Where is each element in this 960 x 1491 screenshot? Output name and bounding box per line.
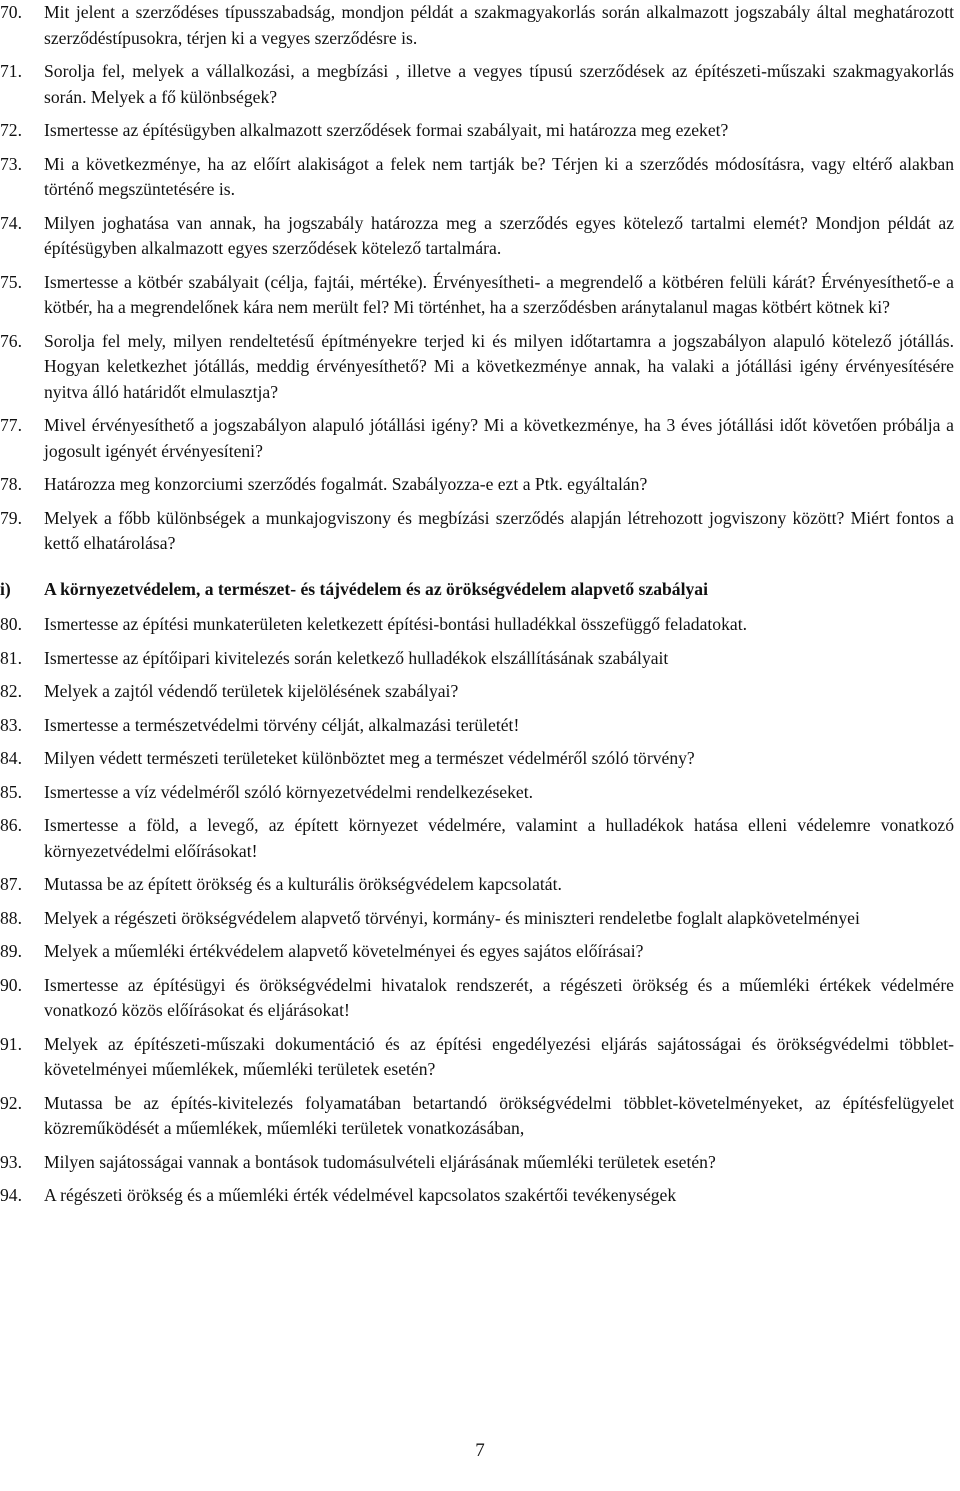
- question-item: [0, 59, 960, 110]
- question-text: Mivel érvényesíthető a jogszabályon alapuló jótállási igény? Mi a következménye, ha 3 éves jótállási időt követően próbálja a jogosult igényét érvényesíteni?: [44, 415, 954, 461]
- question-item: [0, 1150, 960, 1176]
- question-item: [0, 973, 960, 1024]
- question-text: Határozza meg konzorciumi szerződés fogalmát. Szabályozza-e ezt a Ptk. egyáltalán?: [44, 474, 648, 494]
- question-number: 83.: [0, 714, 22, 735]
- question-number: 85.: [0, 781, 22, 802]
- question-text: Sorolja fel mely, milyen rendeltetésű építményekre terjed ki és milyen időtartamra a jogszabályon alapuló kötelező jótállás. Hogyan keletkezhet jótállás, meddig érvényesíthető? Mi a következménye annak, ha valaki a jótállási igény érvényesítésére nyitva álló határidőt elmulasztja?: [44, 330, 954, 402]
- question-number: 94.: [0, 1185, 22, 1205]
- page-number: 7: [475, 1440, 485, 1461]
- question-item: [0, 1183, 960, 1209]
- question-item: [0, 746, 960, 772]
- question-number: 74.: [0, 212, 22, 233]
- question-text: Melyek a főbb különbségek a munkajogviszony és megbízási szerződés alapján létrehozott jogviszony között? Miért fontos a kettő elhatárolása?: [44, 507, 954, 553]
- question-item: [0, 1091, 960, 1142]
- question-number: 70.: [0, 2, 22, 22]
- question-item: [0, 329, 960, 406]
- question-text: Melyek a régészeti örökségvédelem alapvető törvényi, kormány- és miniszteri rendeletbe foglalt alapkövetelményei: [44, 907, 860, 928]
- section-title: A környezetvédelem, a természet- és tájvédelem és az örökségvédelem alapvető szabályai: [44, 578, 708, 599]
- question-number: 80.: [0, 614, 22, 634]
- question-item: [0, 1032, 960, 1083]
- question-number: 76.: [0, 330, 22, 351]
- question-text: Ismertesse az építésügyben alkalmazott szerződések formai szabályait, mi határozza meg ezeket?: [44, 120, 729, 140]
- question-number: 81.: [0, 647, 22, 668]
- section-letter: i): [0, 578, 11, 599]
- question-item: [0, 506, 960, 557]
- question-number: 82.: [0, 681, 22, 701]
- question-text: Sorolja fel, melyek a vállalkozási, a megbízási , illetve a vegyes típusú szerződések az építészeti-műszaki szakmagyakorlás során. Melyek a fő különbségek?: [44, 61, 954, 107]
- question-number: 77.: [0, 415, 22, 435]
- question-text: Milyen védett természeti területeket különböztet meg a természet védelméről szóló törvény?: [44, 748, 695, 768]
- question-item: [0, 0, 960, 51]
- question-item: [0, 472, 960, 498]
- question-item: [0, 939, 960, 965]
- question-item: [0, 780, 960, 806]
- question-item: [0, 906, 960, 932]
- question-item: [0, 211, 960, 262]
- question-text: Ismertesse a kötbér szabályait (célja, fajtái, mértéke). Érvényesítheti- a megrendelő a kötbéren felüli kárát? Érvényesíthető-e a kötbér, ha a megrendelőnek kára nem merült fel? Mi történhet, ha a szerződésben aránytalanul magas kötbért kötnek ki?: [44, 271, 954, 317]
- question-text: Melyek az építészeti-műszaki dokumentáció és az építési engedélyezési eljárás sajátosságai és örökségvédelmi többlet-követelményei műemlékek, műemléki területek esetén?: [44, 1033, 954, 1079]
- question-text: Milyen sajátosságai vannak a bontások tudomásulvételi eljárásának műemléki területek esetén?: [44, 1151, 716, 1172]
- question-text: Ismertesse a természetvédelmi törvény célját, alkalmazási területét!: [44, 714, 520, 735]
- question-text: Mit jelent a szerződéses típusszabadság, mondjon példát a szakmagyakorlás során alkalmazott jogszabály által meghatározott szerződéstípusokra, térjen ki a vegyes szerződésre is.: [44, 2, 954, 48]
- question-number: 71.: [0, 61, 22, 81]
- question-item: [0, 413, 960, 464]
- question-item: [0, 152, 960, 203]
- question-number: 72.: [0, 120, 22, 140]
- question-number: 78.: [0, 474, 22, 494]
- question-text: Melyek a műemléki értékvédelem alapvető követelményei és egyes sajátos előírásai?: [44, 941, 644, 961]
- question-text: Mutassa be az épített örökség és a kulturális örökségvédelem kapcsolatát.: [44, 874, 562, 894]
- question-item: [0, 713, 960, 739]
- question-number: 89.: [0, 941, 22, 961]
- question-text: Mutassa be az építés-kivitelezés folyamatában betartandó örökségvédelmi többlet-követelményeket, az építésfelügyelet közreműködését a műemlékek, műemléki területek vonatkozásában,: [44, 1092, 954, 1138]
- question-item: [0, 612, 960, 638]
- question-number: 87.: [0, 874, 22, 894]
- question-item: [0, 679, 960, 705]
- question-item: [0, 813, 960, 864]
- question-number: 88.: [0, 907, 22, 928]
- question-number: 92.: [0, 1092, 22, 1113]
- question-text: Ismertesse az építésügyi és örökségvédelmi hivatalok rendszerét, a régészeti örökség és a műemléki értékek védelmére vonatkozó közös előírásokat és eljárásokat!: [44, 974, 954, 1020]
- question-text: Mi a következménye, ha az előírt alakiságot a felek nem tartják be? Térjen ki a szerződés módosításra, vagy eltérő alakban történő megszüntetésére is.: [44, 153, 954, 199]
- question-text: Melyek a zajtól védendő területek kijelölésének szabályai?: [44, 681, 459, 701]
- question-text: Ismertesse az építési munkaterületen keletkezett építési-bontási hulladékkal összefüggő feladatokat.: [44, 614, 747, 634]
- question-number: 90.: [0, 974, 22, 995]
- question-number: 93.: [0, 1151, 22, 1172]
- question-number: 84.: [0, 748, 22, 768]
- question-number: 79.: [0, 507, 22, 528]
- question-number: 91.: [0, 1033, 22, 1054]
- question-item: [0, 646, 960, 672]
- question-text: Ismertesse a víz védelméről szóló környezetvédelmi rendelkezéseket.: [44, 781, 533, 802]
- question-text: A régészeti örökség és a műemléki érték védelmével kapcsolatos szakértői tevékenységek: [44, 1185, 677, 1205]
- question-text: Milyen joghatása van annak, ha jogszabály határozza meg a szerződés egyes kötelező tartalmi elemét? Mondjon példát az építésügyben alkalmazott egyes szerződések kötelező tartalmára.: [44, 212, 954, 258]
- question-list-environment-heritage: [0, 612, 960, 1209]
- question-number: 86.: [0, 815, 22, 835]
- question-number: 75.: [0, 271, 22, 292]
- question-list-contract-law: [0, 0, 960, 557]
- question-number: 73.: [0, 153, 22, 174]
- section-heading: [0, 577, 960, 603]
- question-item: [0, 270, 960, 321]
- question-item: [0, 118, 960, 144]
- question-text: Ismertesse a föld, a levegő, az épített környezet védelmére, valamint a hulladékok hatása elleni védelemre vonatkozó környezetvédelmi előírásokat!: [44, 815, 954, 861]
- question-item: [0, 872, 960, 898]
- question-text: Ismertesse az építőipari kivitelezés során keletkező hulladékok elszállításának szabályait: [44, 647, 669, 668]
